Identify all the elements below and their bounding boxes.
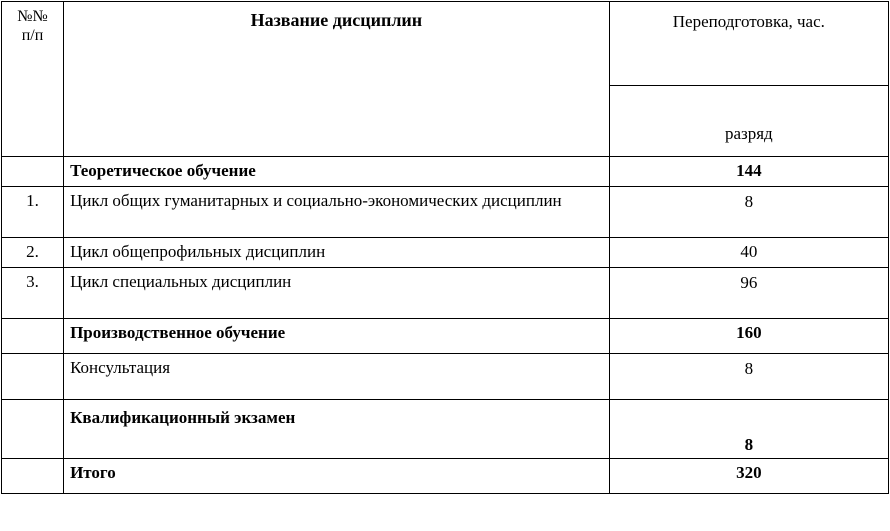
row-number: 3. (26, 272, 39, 291)
header-name-label: Название дисциплин (250, 10, 423, 30)
row-number (2, 354, 63, 361)
row-number (2, 319, 63, 326)
row-hours-cell (609, 187, 888, 238)
row-hours: 40 (740, 242, 758, 261)
row-number-cell (2, 319, 64, 354)
row-number-cell (2, 187, 64, 238)
curriculum-table (1, 1, 889, 494)
row-name-cell (64, 354, 610, 400)
row-name: Консультация (70, 358, 171, 377)
row-hours: 144 (736, 161, 762, 180)
table-row (2, 157, 889, 187)
row-name: Итого (70, 463, 116, 482)
header-number-line2: п/п (21, 27, 44, 45)
row-number-cell (2, 459, 64, 494)
row-hours-cell (609, 400, 888, 459)
row-hours: 96 (740, 273, 758, 292)
row-hours-cell (609, 354, 888, 400)
row-number (2, 400, 63, 407)
row-name-cell (64, 268, 610, 319)
row-name-cell (64, 319, 610, 354)
row-number: 1. (26, 191, 39, 210)
row-hours-cell (609, 157, 888, 187)
table-row (2, 354, 889, 400)
header-number-line1: №№ (17, 8, 48, 25)
header-cell-number (2, 2, 64, 157)
table-row (2, 319, 889, 354)
row-number-cell (2, 238, 64, 268)
row-number-cell (2, 268, 64, 319)
table-row (2, 238, 889, 268)
row-hours: 8 (744, 192, 754, 211)
row-name: Цикл общепрофильных дисциплин (70, 242, 326, 261)
table-header-row (2, 2, 889, 157)
row-hours: 160 (736, 323, 762, 342)
row-name-cell (64, 187, 610, 238)
row-name: Производственное обучение (70, 323, 286, 342)
row-name: Цикл специальных дисциплин (70, 272, 292, 291)
row-hours: 8 (744, 359, 754, 378)
row-hours-cell (609, 268, 888, 319)
table-row (2, 268, 889, 319)
header-cell-name (64, 2, 610, 157)
row-name-cell (64, 238, 610, 268)
row-name-cell (64, 459, 610, 494)
row-number: 2. (26, 242, 39, 261)
row-hours: 320 (736, 463, 762, 482)
row-name: Квалификационный экзамен (70, 408, 296, 427)
row-name-cell (64, 157, 610, 187)
row-number-cell (2, 400, 64, 459)
row-name-cell (64, 400, 610, 459)
table-row (2, 459, 889, 494)
row-number (2, 459, 63, 466)
header-hours-split (610, 2, 888, 156)
row-number-cell (2, 354, 64, 400)
row-hours-cell (609, 319, 888, 354)
row-name: Цикл общих гуманитарных и социально-экономических дисциплин (70, 191, 562, 210)
row-hours: 8 (744, 435, 754, 454)
header-hours-label: Переподготовка, час. (672, 12, 825, 31)
row-number-cell (2, 157, 64, 187)
row-number (2, 157, 63, 164)
table-row (2, 187, 889, 238)
row-hours-cell (609, 238, 888, 268)
table-row (2, 400, 889, 459)
row-name: Теоретическое обучение (70, 161, 256, 180)
header-cell-hours (609, 2, 888, 157)
header-hours-sublabel: разряд (724, 124, 773, 143)
row-hours-cell (609, 459, 888, 494)
